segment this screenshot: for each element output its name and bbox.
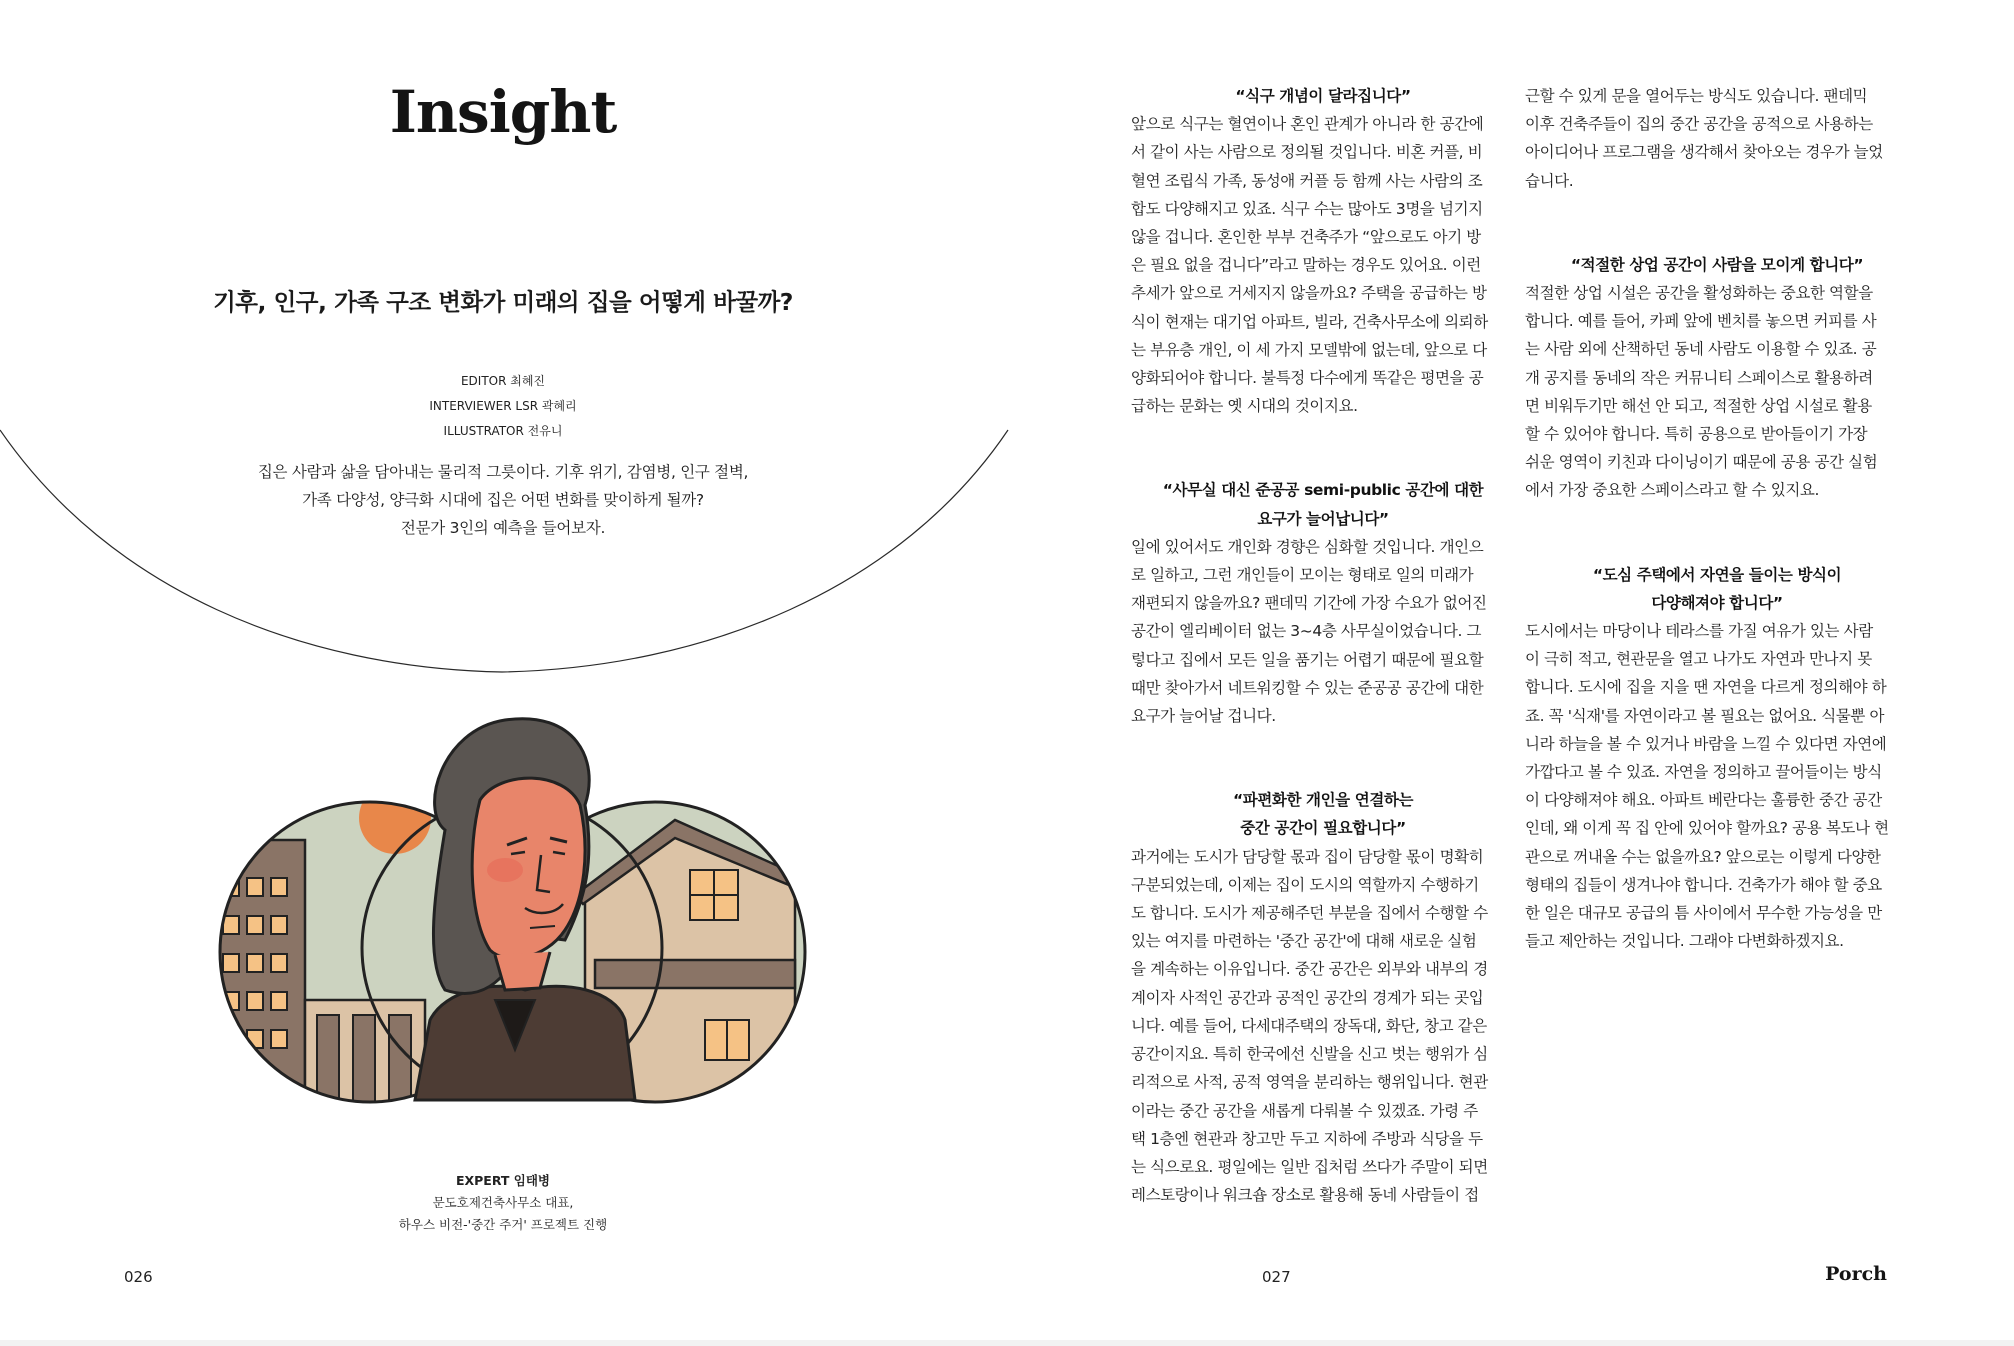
body-line: 구분되었는데, 이제는 집이 도시의 역할까지 수행하기 [1131, 875, 1479, 894]
expert-name: EXPERT 임태병 [455, 1173, 551, 1188]
intro-line: 집은 사람과 삶을 담아내는 물리적 그릇이다. 기후 위기, 감염병, 인구 절벽, [257, 463, 749, 481]
credits [0, 369, 1006, 444]
body-line: 일에 있어서도 개인화 경향은 심화할 것입니다. 개인으 [1131, 537, 1484, 556]
body-line: 택 1층엔 현관과 창고만 두고 지하에 주방과 식당을 두 [1131, 1129, 1483, 1148]
body-line: 혈연 조립식 가족, 동성애 커플 등 함께 사는 사람의 조 [1131, 171, 1483, 190]
article-headline: 기후, 인구, 가족 구조 변화가 미래의 집을 어떻게 바꿀까? [213, 288, 793, 316]
body-line: 니라 하늘을 볼 수 있거나 바람을 느낄 수 있다면 자연에 [1525, 734, 1887, 753]
section-title: Insight [389, 78, 617, 146]
section-heading: “도심 주택에서 자연을 들이는 방식이 [1592, 565, 1842, 584]
body-line: 로 일하고, 그런 개인들이 모이는 형태로 일의 미래가 [1131, 566, 1474, 585]
body-line: 근할 수 있게 문을 열어두는 방식도 있습니다. 팬데믹 [1525, 87, 1868, 105]
page-number-right: 027 [1262, 1268, 1291, 1286]
body-line: 이 극히 적고, 현관문을 열고 나가도 자연과 만나지 못 [1525, 650, 1872, 669]
body-line: 는 사람 외에 산책하던 동네 사람도 이용할 수 있죠. 공 [1525, 340, 1877, 359]
body-line: 리적으로 사적, 공적 영역을 분리하는 행위입니다. 현관 [1131, 1073, 1488, 1092]
magazine-logo: Porch [1825, 1263, 1887, 1285]
expert-role: 문도호제건축사무소 대표, [432, 1195, 574, 1210]
section-commercial [1525, 251, 1909, 505]
body-line: 서 같이 사는 사람으로 정의될 것입니다. 비혼 커플, 비 [1131, 143, 1483, 162]
expert-project: 하우스 비전-'중간 주거' 프로젝트 진행 [398, 1217, 608, 1232]
intro-paragraph [0, 458, 1006, 542]
section-heading: “파편화한 개인을 연결하는 [1232, 791, 1414, 810]
section-heading: “사무실 대신 준공공 semi-public 공간에 대한 [1162, 481, 1484, 500]
section-continuation [1525, 82, 1909, 195]
body-line: 죠. 꼭 '식재'를 자연이라고 볼 필요는 없어요. 식물뿐 아 [1525, 706, 1885, 725]
body-line: 아이디어나 프로그램을 생각해서 찾아오는 경우가 늘었 [1525, 143, 1883, 162]
body-line: 는 식으로요. 평일에는 일반 집처럼 쓰다가 주말이 되면 [1131, 1157, 1488, 1176]
body-line: 않을 겁니다. 혼인한 부부 건축주가 “앞으로도 아기 방 [1131, 228, 1481, 247]
body-line: 추세가 앞으로 거세지지 않을까요? 주택을 공급하는 방 [1131, 284, 1487, 303]
section-nature [1525, 561, 1909, 956]
body-line: 을 계속하는 이유입니다. 중간 공간은 외부와 내부의 경 [1131, 960, 1488, 979]
section-heading: 중간 공간이 필요합니다” [1240, 819, 1406, 838]
expert-portrait-illustration [205, 690, 815, 1150]
body-line: 합니다. 예를 들어, 카페 앞에 벤치를 놓으면 커피를 사 [1525, 312, 1877, 331]
bottom-edge [0, 1340, 2014, 1346]
body-line: 계이자 사적인 공간과 공적인 공간의 경계가 되는 곳입 [1131, 988, 1484, 1007]
body-line: 때만 찾아가서 네트워킹할 수 있는 준공공 공간에 대한 [1131, 678, 1484, 697]
body-line: 이라는 중간 공간을 새롭게 다뤄볼 수 있겠죠. 가령 주 [1131, 1101, 1478, 1120]
body-line: 레스토랑이나 워크숍 장소로 활용해 동네 사람들이 접 [1131, 1186, 1479, 1205]
body-line: 이 다양해져야 해요. 아파트 베란다는 훌륭한 중간 공간 [1525, 791, 1882, 810]
section-heading: 다양해져야 합니다” [1651, 593, 1783, 612]
body-line: 니다. 예를 들어, 다세대주택의 장독대, 화단, 창고 같은 [1131, 1016, 1487, 1035]
body-line: 이후 건축주들이 집의 중간 공간을 공적으로 사용하는 [1525, 115, 1873, 134]
body-line: 요구가 늘어날 겁니다. [1131, 707, 1276, 726]
body-line: 들고 제안하는 것입니다. 그래야 다변화하겠지요. [1525, 932, 1844, 951]
body-line: 개 공지를 동네의 작은 커뮤니티 스페이스로 활용하려 [1525, 368, 1873, 387]
body-line: 재편되지 않을까요? 팬데믹 기간에 가장 수요가 없어진 [1131, 594, 1487, 613]
body-line: 면 비워두기만 해선 안 되고, 적절한 상업 시설로 활용 [1525, 396, 1872, 415]
body-line: 합니다. 도시에 집을 지을 땐 자연을 다르게 정의해야 하 [1525, 678, 1887, 697]
body-line: 합도 다양해지고 있죠. 식구 수는 많아도 3명을 넘기지 [1131, 199, 1483, 218]
body-line: 에서 가장 중요한 스페이스라고 할 수 있지요. [1525, 481, 1820, 500]
body-line: 식이 현재는 대기업 아파트, 빌라, 건축사무소에 의뢰하 [1131, 312, 1488, 331]
body-line: 관으로 꺼내올 수는 없을까요? 앞으로는 이렇게 다양한 [1525, 847, 1881, 866]
body-line: 공간이 엘리베이터 없는 3~4층 사무실이었습니다. 그 [1131, 622, 1482, 641]
body-line: 는 부유층 개인, 이 세 가지 모델밖에 없는데, 앞으로 다 [1131, 340, 1487, 359]
article-column-2 [1525, 82, 1909, 955]
section-heading: “식구 개념이 달라집니다” [1235, 87, 1411, 105]
credit-interviewer: INTERVIEWER LSR 곽혜리 [429, 399, 577, 413]
body-line: 렇다고 집에서 모든 일을 품기는 어렵기 때문에 필요할 [1131, 650, 1484, 669]
body-line: 형태의 집들이 생겨나야 합니다. 건축가가 해야 할 중요 [1525, 875, 1882, 894]
body-line: 쉬운 영역이 키친과 다이닝이기 때문에 공용 공간 실험 [1525, 453, 1878, 472]
body-line: 적절한 상업 시설은 공간을 활성화하는 중요한 역할을 [1525, 284, 1873, 303]
section-heading: 요구가 늘어납니다” [1257, 509, 1389, 528]
body-line: 도 합니다. 도시가 제공해주던 부분을 집에서 수행할 수 [1131, 904, 1488, 923]
body-line: 인데, 왜 이게 꼭 집 안에 있어야 할까요? 공용 복도나 현 [1525, 819, 1889, 838]
body-line: 한 일은 대규모 공급의 틈 사이에서 무수한 가능성을 만 [1525, 904, 1882, 923]
expert-caption [0, 1170, 1006, 1236]
body-line: 가깝다고 볼 수 있죠. 자연을 정의하고 끌어들이는 방식 [1525, 763, 1882, 782]
body-line: 할 수 있어야 합니다. 특히 공용으로 받아들이기 가장 [1525, 425, 1868, 444]
body-line: 급하는 문화는 옛 시대의 것이지요. [1131, 397, 1358, 416]
page-number-left: 026 [124, 1268, 153, 1286]
sun-icon [359, 782, 431, 854]
section-sikgu [1131, 82, 1515, 420]
article-column-1 [1131, 82, 1515, 1209]
section-semi-public [1131, 476, 1515, 730]
body-line: 과거에는 도시가 담당할 몫과 집이 담당할 몫이 명확히 [1131, 847, 1484, 866]
section-heading: “적절한 상업 공간이 사람을 모이게 합니다” [1570, 255, 1864, 274]
credit-illustrator: ILLUSTRATOR 전유니 [443, 424, 563, 438]
intro-line: 전문가 3인의 예측을 들어보자. [400, 519, 606, 537]
section-middle-space [1131, 786, 1515, 1209]
credit-editor: EDITOR 최혜진 [460, 374, 546, 388]
body-line: 도시에서는 마당이나 테라스를 가질 여유가 있는 사람 [1525, 622, 1873, 641]
body-line: 습니다. [1525, 171, 1574, 190]
body-line: 양화되어야 합니다. 불특정 다수에게 똑같은 평면을 공 [1131, 369, 1484, 388]
body-line: 은 필요 없을 겁니다”라고 말하는 경우도 있어요. 이런 [1131, 256, 1481, 275]
body-line: 있는 여지를 마련하는 '중간 공간'에 대해 새로운 실험 [1131, 932, 1477, 951]
body-line: 공간이지요. 특히 한국에선 신발을 신고 벗는 행위가 심 [1131, 1045, 1488, 1064]
intro-line: 가족 다양성, 양극화 시대에 집은 어떤 변화를 맞이하게 될까? [302, 491, 704, 509]
body-line: 앞으로 식구는 혈연이나 혼인 관계가 아니라 한 공간에 [1131, 115, 1484, 134]
